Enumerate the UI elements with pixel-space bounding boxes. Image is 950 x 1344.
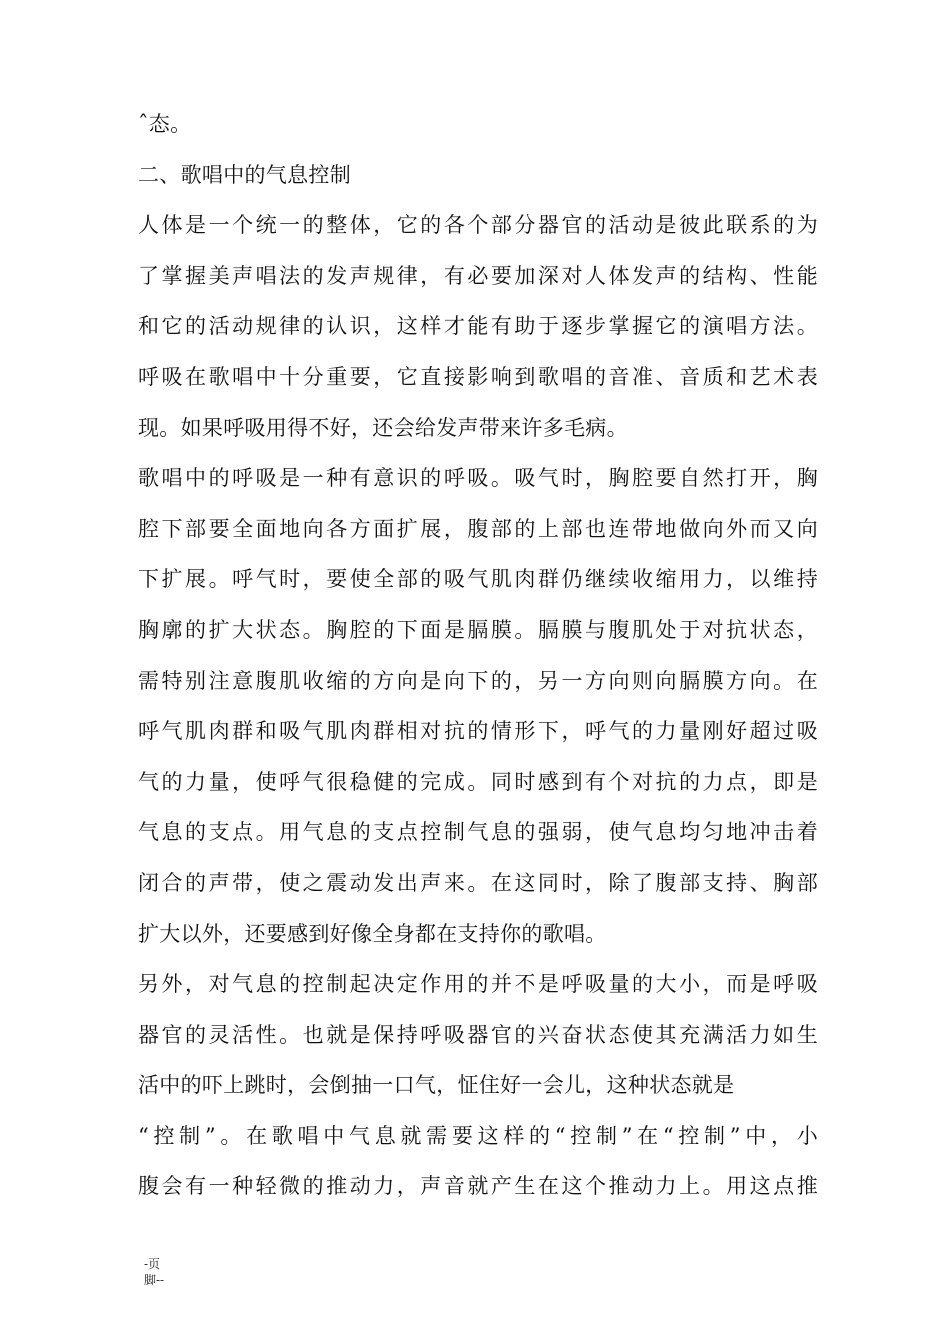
paragraph-4-line-2: 器官的灵活性。也就是保持呼吸器官的兴奋状态使其充满活力如生 bbox=[138, 1022, 818, 1047]
paragraph-1-line-2: 了掌握美声唱法的发声规律，有必要加深对人体发声的结构、性能 bbox=[138, 263, 818, 288]
paragraph-3-line-1: 歌唱中的呼吸是一种有意识的呼吸。吸气时，胸腔要自然打开，胸 bbox=[138, 466, 818, 491]
paragraph-2-line-1: 呼吸在歌唱中十分重要，它直接影响到歌唱的音准、音质和艺术表 bbox=[138, 364, 818, 389]
paragraph-3-line-5: 需特别注意腹肌收缩的方向是向下的，另一方向则向膈膜方向。在 bbox=[138, 668, 818, 693]
paragraph-3-line-6: 呼气肌肉群和吸气肌肉群相对抗的情形下，呼气的力量刚好超过吸 bbox=[138, 719, 818, 744]
paragraph-3-line-8: 气息的支点。用气息的支点控制气息的强弱，使气息均匀地冲击着 bbox=[138, 820, 818, 845]
paragraph-1-line-1: 人体是一个统一的整体，它的各个部分器官的活动是彼此联系的为 bbox=[138, 213, 818, 238]
paragraph-4-line-3: 活中的吓上跳时，会倒抽一口气，怔住好一会儿，这种状态就是 bbox=[138, 1073, 735, 1098]
paragraph-4-line-5: 腹会有一种轻微的推动力，声音就产生在这个推动力上。用这点推 bbox=[138, 1174, 818, 1199]
text-line-continuation: ˆ态。 bbox=[138, 112, 192, 136]
paragraph-4-line-1: 另外，对气息的控制起决定作用的并不是呼吸量的大小，而是呼吸 bbox=[138, 972, 818, 997]
paragraph-3-line-2: 腔下部要全面地向各方面扩展，腹部的上部也连带地做向外而又向 bbox=[138, 516, 818, 541]
paragraph-3-line-7: 气的力量，使呼气很稳健的完成。同时感到有个对抗的力点，即是 bbox=[138, 769, 818, 794]
footer-line-2: 脚-- bbox=[144, 1273, 165, 1287]
paragraph-2-line-2: 现。如果呼吸用得不好，还会给发声带来许多毛病。 bbox=[138, 415, 628, 440]
paragraph-4-line-4: “控制”。在歌唱中气息就需要这样的“控制”在“控制”中，小 bbox=[138, 1123, 818, 1148]
paragraph-3-line-10: 扩大以外，还要感到好像全身都在支持你的歌唱。 bbox=[138, 921, 607, 946]
section-heading: 二、歌唱中的气息控制 bbox=[138, 162, 351, 187]
document-body bbox=[138, 112, 818, 1225]
footer-line-1: -页 bbox=[144, 1257, 161, 1271]
paragraph-1-line-3: 和它的活动规律的认识，这样才能有助于逐步掌握它的演唱方法。 bbox=[138, 314, 818, 339]
paragraph-3-line-9: 闭合的声带，使之震动发出声来。在这同时，除了腹部支持、胸部 bbox=[138, 870, 818, 895]
paragraph-3-line-4: 胸廓的扩大状态。胸腔的下面是膈膜。膈膜与腹肌处于对抗状态， bbox=[138, 617, 818, 642]
page-footer bbox=[144, 1256, 164, 1288]
paragraph-3-line-3: 下扩展。呼气时，要使全部的吸气肌肉群仍继续收缩用力，以维持 bbox=[138, 567, 818, 592]
